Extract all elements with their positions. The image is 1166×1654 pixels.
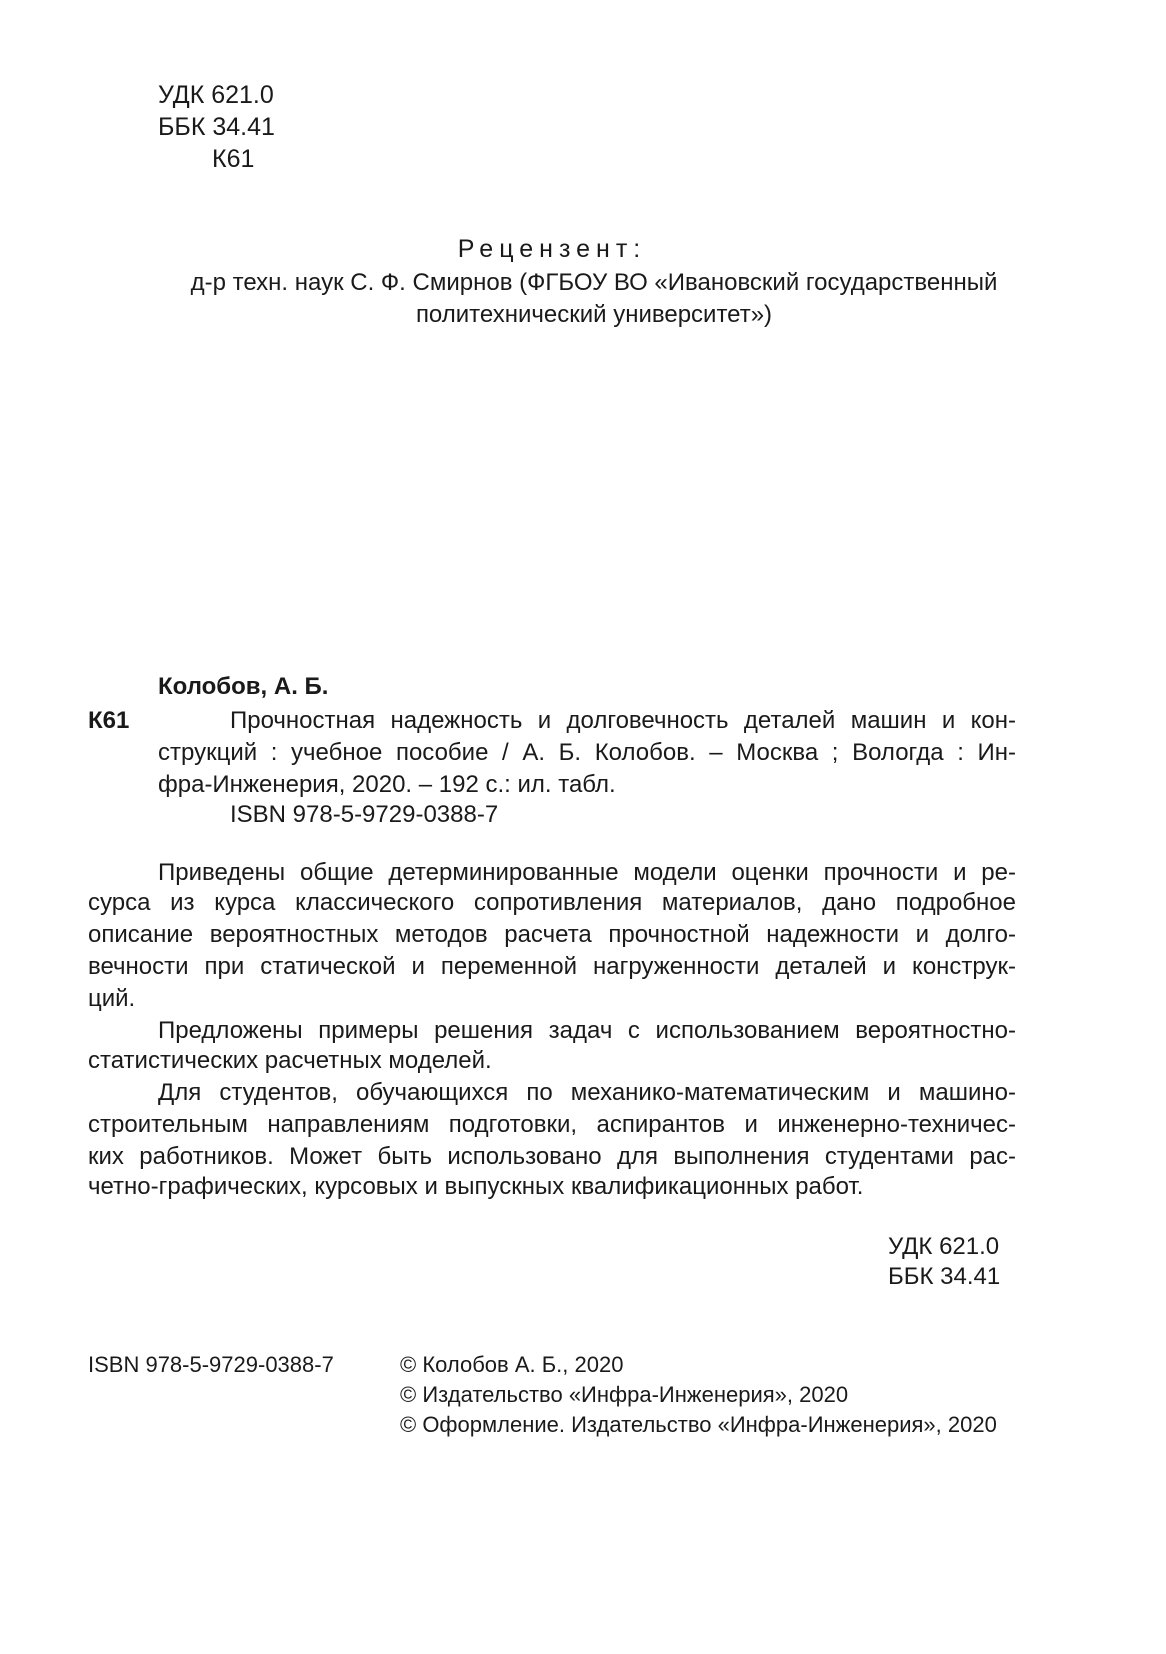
annotation-p2-line-1: Предложены примеры решения задач с использованием вероятностно- bbox=[158, 1017, 1016, 1044]
catalog-author: Колобов, А. Б. bbox=[158, 673, 329, 700]
copyright-publisher: © Издательство «Инфра-Инженерия», 2020 bbox=[400, 1382, 849, 1407]
reviewer-line-1: д-р техн. наук С. Ф. Смирнов (ФГБОУ ВО «Ивановский государственный bbox=[190, 269, 998, 296]
footer-udk-code: УДК 621.0 bbox=[888, 1233, 1000, 1260]
udk-code: УДК 621.0 bbox=[158, 81, 274, 109]
catalog-mark: К61 bbox=[88, 707, 130, 734]
annotation-p3-line-3: ких работников. Может быть использовано для выполнения студентами рас- bbox=[88, 1143, 1016, 1170]
copyright-isbn: ISBN 978-5-9729-0388-7 bbox=[88, 1352, 334, 1377]
annotation-p1-line-2: сурса из курса классического сопротивления материалов, дано подробное bbox=[88, 889, 1016, 916]
catalog-isbn: ISBN 978-5-9729-0388-7 bbox=[230, 801, 499, 828]
copyright-design: © Оформление. Издательство «Инфра-Инженерия», 2020 bbox=[400, 1412, 997, 1437]
reviewer-heading: Рецензент: bbox=[457, 235, 647, 263]
footer-bbk-code: ББК 34.41 bbox=[888, 1263, 1001, 1290]
catalog-line-3: фра-Инженерия, 2020. – 192 с.: ил. табл. bbox=[158, 771, 616, 798]
annotation-p3-line-4: четно-графических, курсовых и выпускных квалификационных работ. bbox=[88, 1173, 864, 1200]
annotation-p2-line-2: статистических расчетных моделей. bbox=[88, 1047, 492, 1074]
annotation-p3-line-2: строительным направлениям подготовки, аспирантов и инженерно-техничес- bbox=[88, 1111, 1016, 1138]
reviewer-line-2: политехнический университет») bbox=[415, 301, 773, 328]
annotation-p3-line-1: Для студентов, обучающихся по механико-математическим и машино- bbox=[158, 1079, 1016, 1106]
copyright-author: © Колобов А. Б., 2020 bbox=[400, 1352, 624, 1377]
bbk-code: ББК 34.41 bbox=[158, 113, 275, 141]
annotation-p1-line-3: описание вероятностных методов расчета прочностной надежности и долго- bbox=[88, 921, 1016, 948]
annotation-p1-line-1: Приведены общие детерминированные модели оценки прочности и ре- bbox=[158, 859, 1016, 886]
catalog-line-2: струкций : учебное пособие / А. Б. Колобов. – Москва ; Вологда : Ин- bbox=[158, 739, 1016, 766]
author-mark: К61 bbox=[212, 145, 255, 173]
catalog-line-1: Прочностная надежность и долговечность деталей машин и кон- bbox=[230, 707, 1016, 734]
annotation-p1-line-5: ций. bbox=[88, 985, 136, 1012]
annotation-p1-line-4: вечности при статической и переменной нагруженности деталей и конструк- bbox=[88, 953, 1016, 980]
